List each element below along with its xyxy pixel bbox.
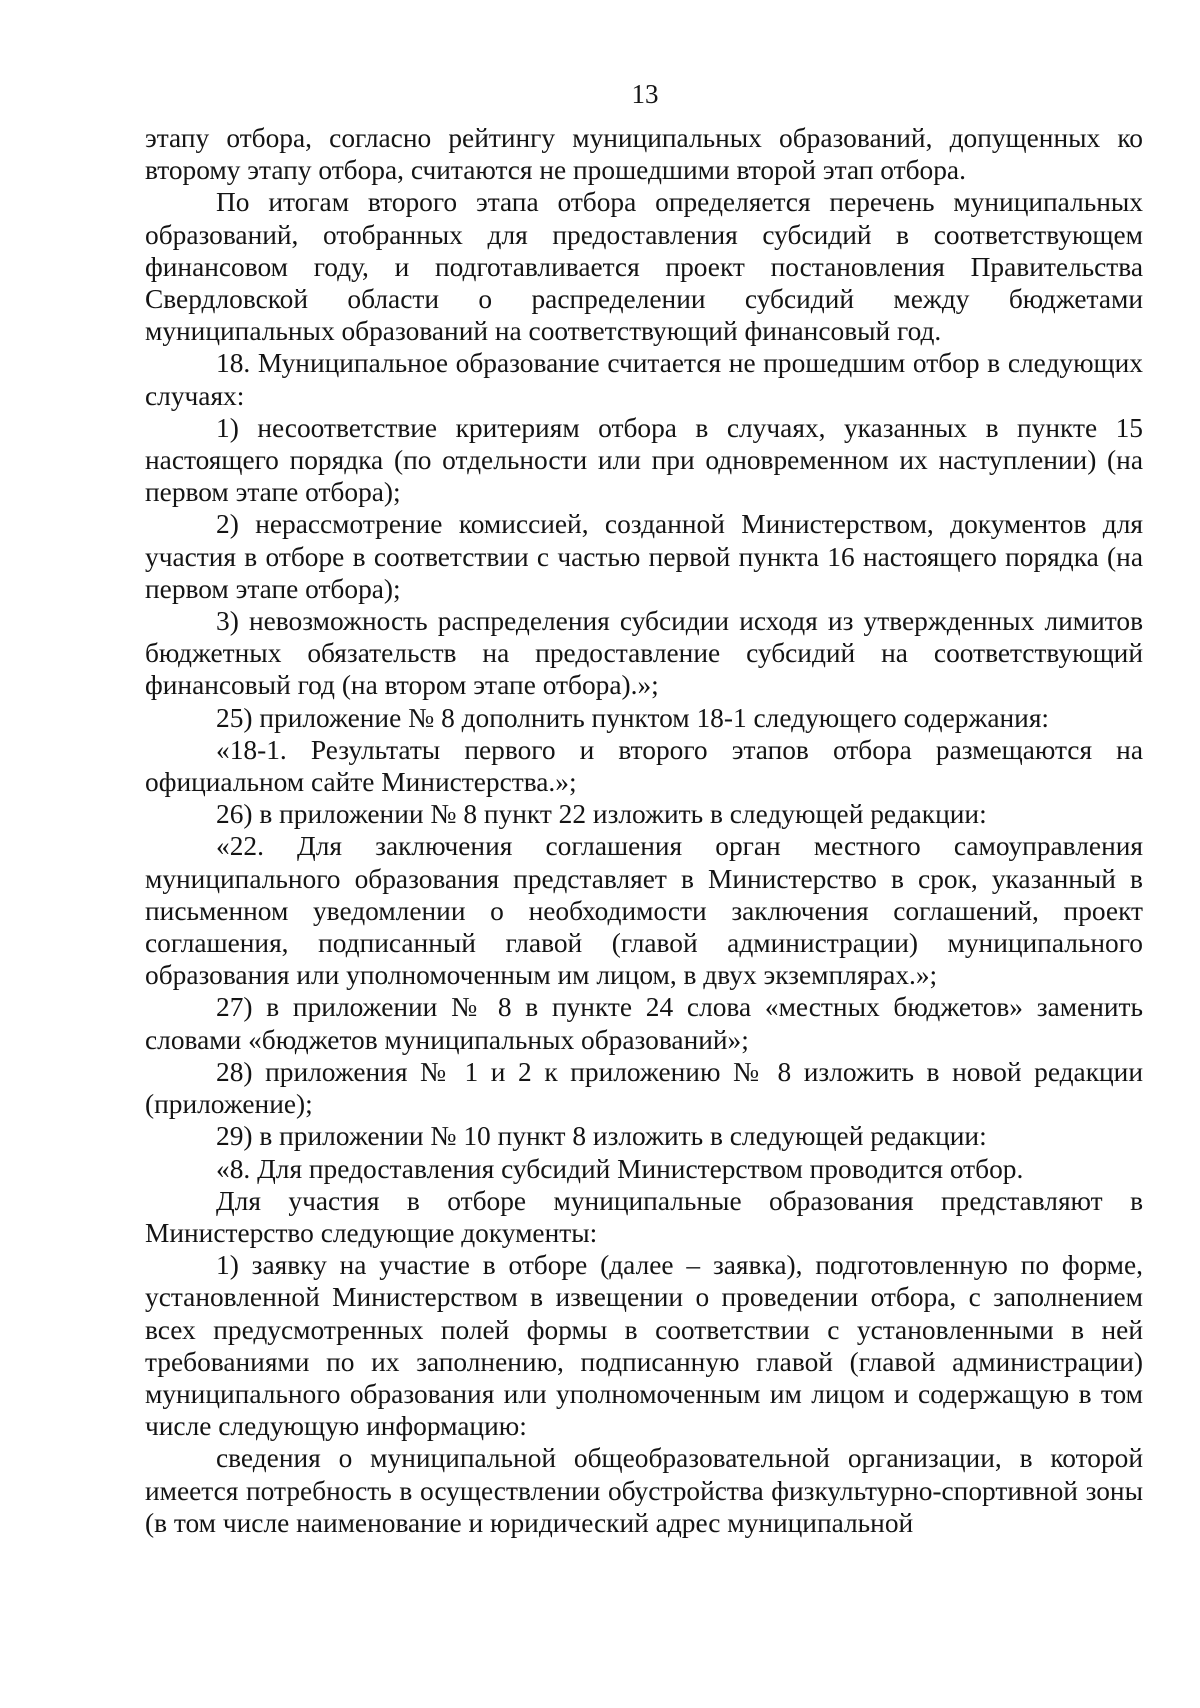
paragraph-clause-22: «22. Для заключения соглашения орган местного самоуправления муниципального образования представляет в Министерство в срок, указанный в письменном уведомлении о необходимости заключения соглашений, проект соглашения, подписанный главой (главой администрации) муниципального образования или уполномоченным им лицом, в двух экземплярах.»; <box>145 831 1143 991</box>
paragraph-continuation: этапу отбора, согласно рейтингу муниципальных образований, допущенных ко второму этапу отбора, считаются не прошедшими второй этап отбора. <box>145 123 1143 186</box>
paragraph-item-18-1: 1) несоответствие критериям отбора в случаях, указанных в пункте 15 настоящего порядка (по отдельности или при одновременном их наступлении) (на первом этапе отбора); <box>145 412 1143 508</box>
paragraph-item-18-2: 2) нерассмотрение комиссией, созданной Министерством, документов для участия в отборе в соответствии с частью первой пункта 16 настоящего порядка (на первом этапе отбора); <box>145 509 1143 604</box>
paragraph-amendment-29: 29) в приложении № 10 пункт 8 изложить в следующей редакции: <box>216 1121 987 1152</box>
paragraph-amendment-26: 26) в приложении № 8 пункт 22 изложить в следующей редакции: <box>216 799 987 830</box>
paragraph-amendment-27: 27) в приложении № 8 в пункте 24 слова «местных бюджетов» заменить словами «бюджетов муниципальных образований»; <box>145 992 1143 1055</box>
paragraph-documents-intro: Для участия в отборе муниципальные образования представляют в Министерство следующие документы: <box>145 1185 1143 1248</box>
paragraph-second-stage-results: По итогам второго этапа отбора определяется перечень муниципальных образований, отобранных для предоставления субсидий в соответствующем финансовом году, и подготавливается проект постановления Правительства Свердловской области о распределении субсидий между бюджетами муниципальных образований на соответствующий финансовый год. <box>145 187 1143 347</box>
paragraph-item-18-3: 3) невозможность распределения субсидии исходя из утвержденных лимитов бюджетных обязательств на предоставление субсидий на соответствующий финансовый год (на втором этапе отбора).»; <box>145 606 1143 701</box>
paragraph-clause-18-1: «18-1. Результаты первого и второго этапов отбора размещаются на официальном сайте Министерства.»; <box>145 734 1143 798</box>
paragraph-school-info: сведения о муниципальной общеобразовательной организации, в которой имеется потребность в осуществлении обустройства физкультурно-спортивной зоны (в том числе наименование и юридический адрес муниципальной <box>145 1443 1143 1538</box>
paragraph-clause-8: «8. Для предоставления субсидий Министерством проводится отбор. <box>216 1153 1024 1184</box>
paragraph-document-1: 1) заявку на участие в отборе (далее – заявка), подготовленную по форме, установленной Министерством в извещении о проведении отбора, с заполнением всех предусмотренных полей формы в соответствии с установленными в ней требованиями по их заполнению, подписанную главой (главой администрации) муниципального образования или уполномоченным им лицом и содержащую в том числе следующую информацию: <box>145 1250 1143 1442</box>
page-number: 13 <box>631 79 659 109</box>
paragraph-amendment-25: 25) приложение № 8 дополнить пунктом 18-1 следующего содержания: <box>216 702 1050 733</box>
paragraph-item-18: 18. Муниципальное образование считается не прошедшим отбор в следующих случаях: <box>145 348 1143 411</box>
document-body <box>145 122 1143 1539</box>
paragraph-amendment-28: 28) приложения № 1 и 2 к приложению № 8 изложить в новой редакции (приложение); <box>145 1056 1143 1120</box>
